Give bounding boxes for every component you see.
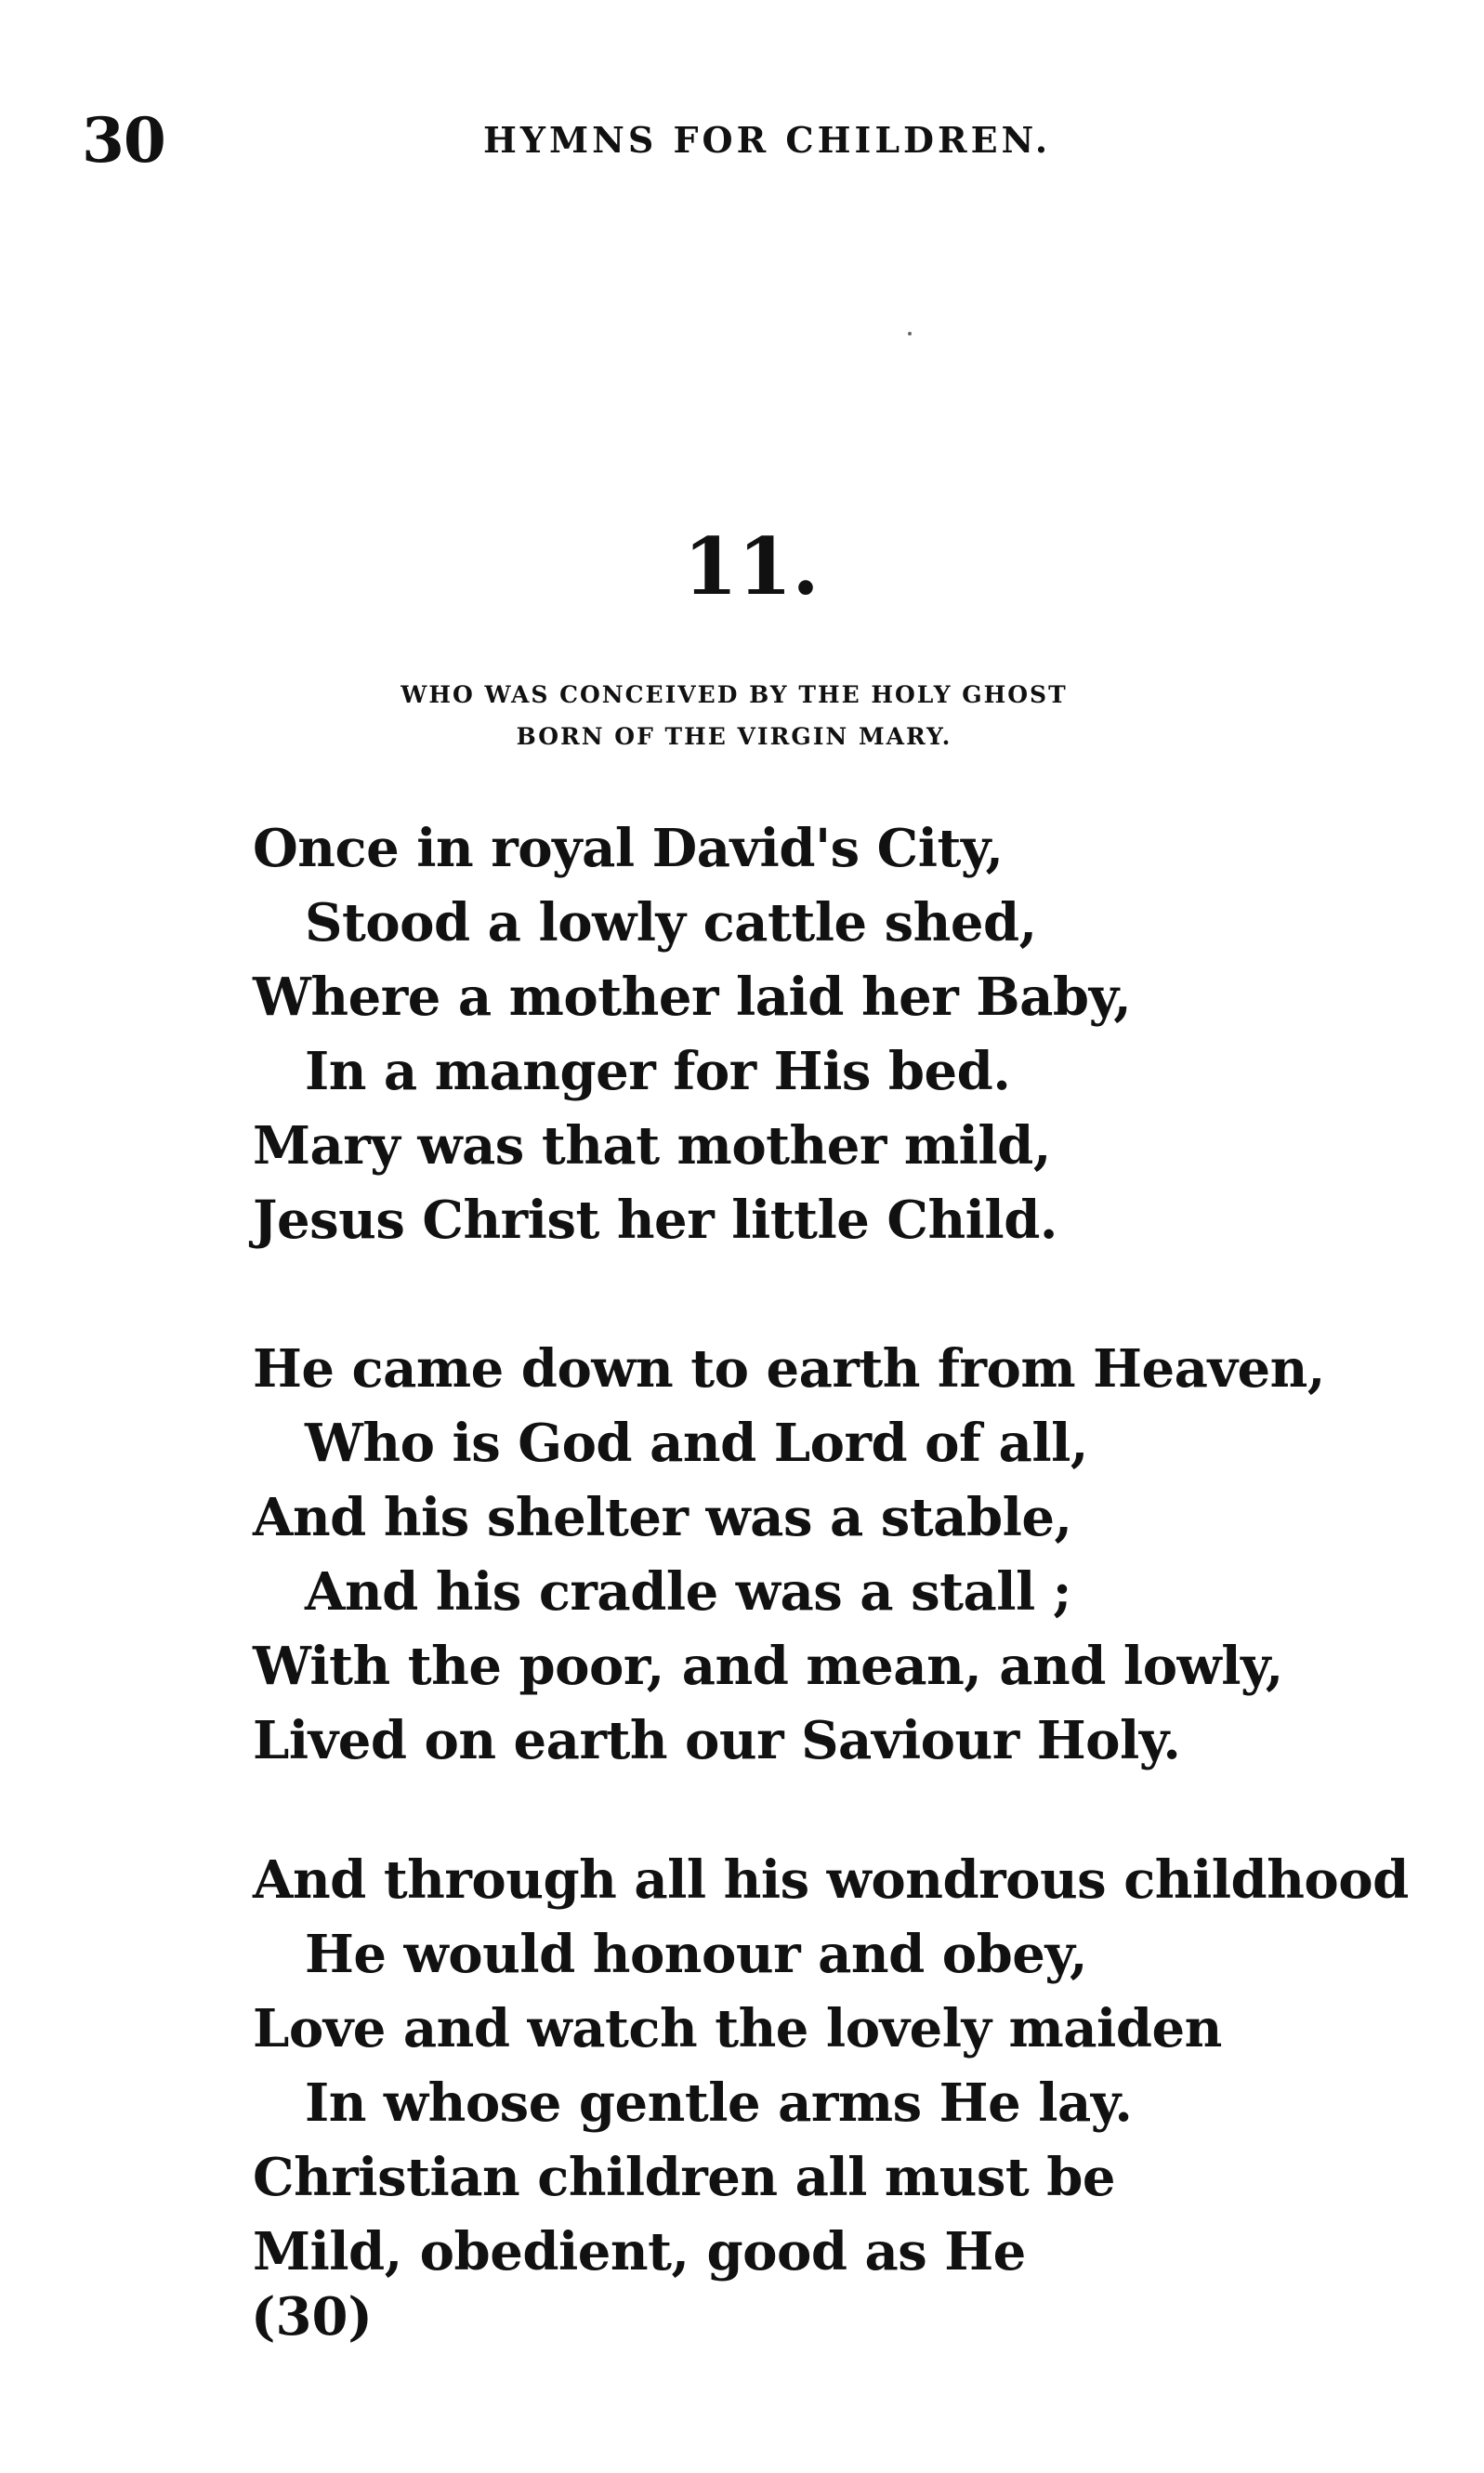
running-head: HYMNS FOR CHILDREN. bbox=[483, 119, 1052, 161]
verse-line: In whose gentle arms He lay. bbox=[305, 2072, 1133, 2134]
verse-line: Where a mother laid her Baby, bbox=[253, 967, 1132, 1028]
page-number: 30 bbox=[82, 104, 165, 177]
verse-line: He came down to earth from Heaven, bbox=[253, 1338, 1325, 1400]
verse-line: Lived on earth our Saviour Holy. bbox=[253, 1710, 1181, 1771]
verse-line: Mary was that mother mild, bbox=[253, 1115, 1051, 1177]
verse-line: Jesus Christ her little Child. bbox=[253, 1190, 1057, 1251]
verse-line: Love and watch the lovely maiden bbox=[253, 1998, 1222, 2059]
verse-line: In a manger for His bed. bbox=[305, 1041, 1011, 1102]
verse-line: Mild, obedient, good as He bbox=[253, 2221, 1026, 2282]
hymn-number: 11. bbox=[683, 520, 820, 612]
hymn-subtitle-line-1: WHO WAS CONCEIVED BY THE HOLY GHOST bbox=[401, 681, 1068, 708]
hymn-subtitle-line-2: BORN OF THE VIRGIN MARY. bbox=[516, 723, 952, 750]
footer-page-marker: (30) bbox=[251, 2286, 373, 2348]
verse-line: Stood a lowly cattle shed, bbox=[305, 892, 1037, 954]
verse-line: Once in royal David's City, bbox=[253, 818, 1004, 879]
verse-line: He would honour and obey, bbox=[305, 1924, 1088, 1985]
verse-line: And through all his wondrous childhood bbox=[253, 1849, 1409, 1911]
verse-line: With the poor, and mean, and lowly, bbox=[253, 1636, 1283, 1697]
verse-line: And his cradle was a stall ; bbox=[305, 1561, 1071, 1623]
verse-line: Who is God and Lord of all, bbox=[305, 1413, 1088, 1474]
print-speck bbox=[908, 332, 912, 335]
verse-line: Christian children all must be bbox=[253, 2147, 1116, 2208]
verse-line: And his shelter was a stable, bbox=[253, 1487, 1072, 1548]
